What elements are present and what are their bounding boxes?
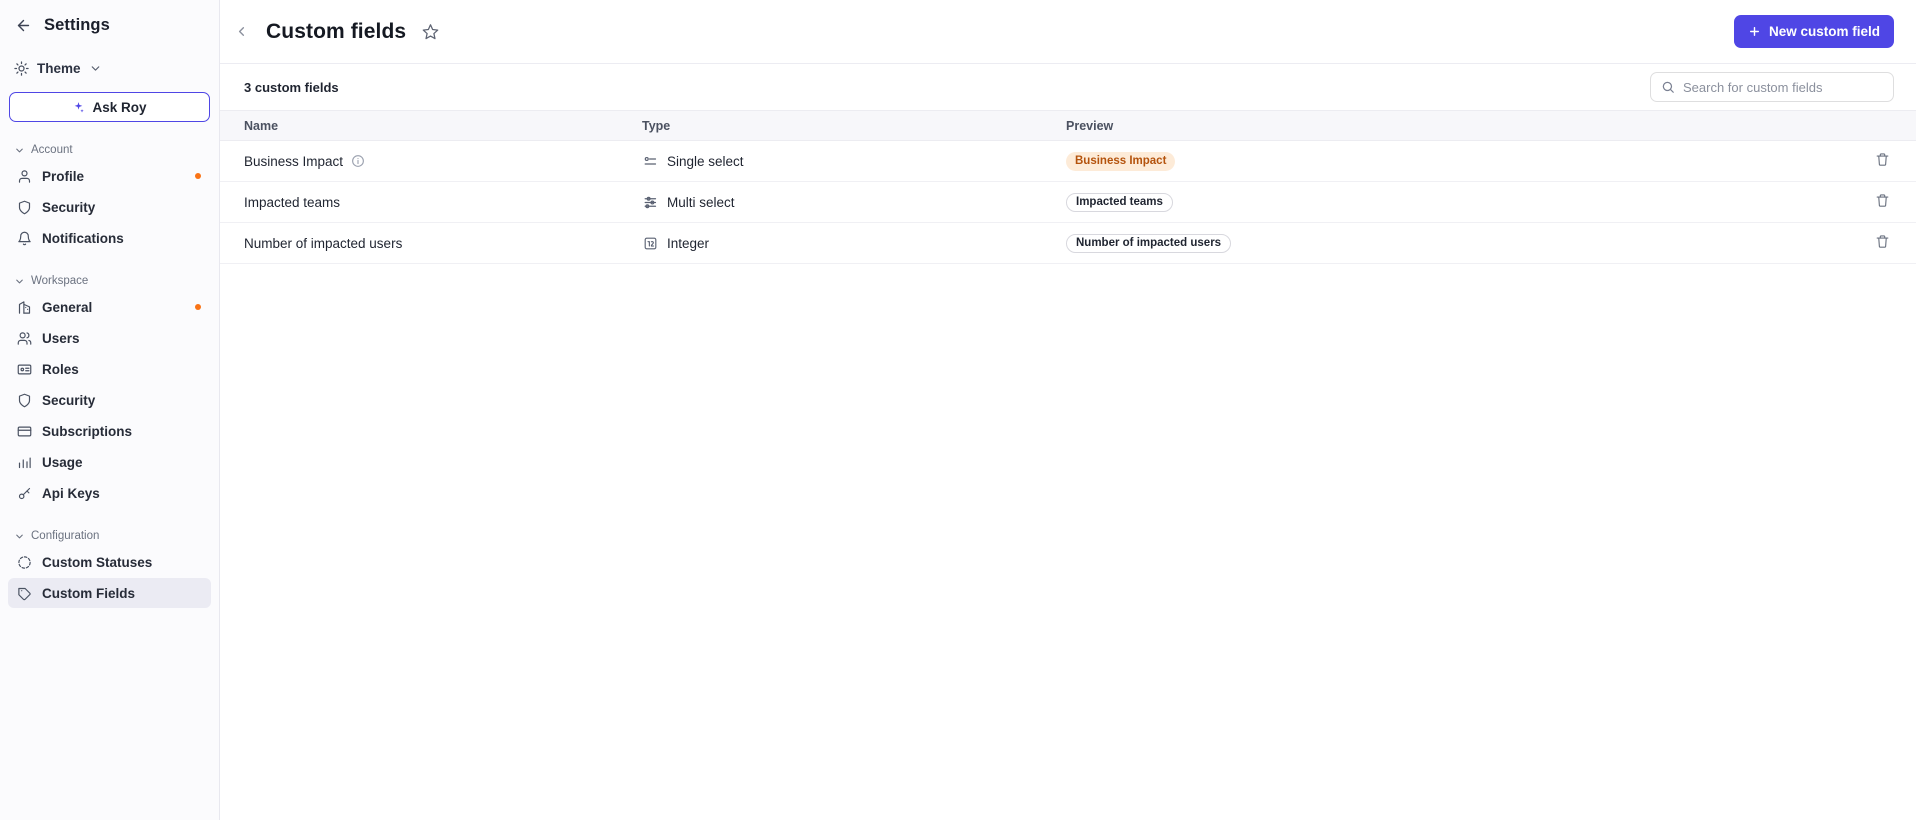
theme-label: Theme — [37, 60, 81, 76]
ask-roy-button[interactable] — [9, 92, 210, 122]
plus-icon — [1748, 25, 1761, 38]
credit-card-icon — [16, 423, 32, 439]
users-icon — [16, 330, 32, 346]
multi-select-icon — [642, 195, 658, 210]
user-icon — [16, 168, 32, 184]
sidebar-group-configuration — [0, 526, 219, 608]
sidebar-group-label: Workspace — [31, 275, 89, 287]
custom-fields-table — [220, 110, 1916, 264]
notification-dot — [195, 304, 201, 310]
building-icon — [16, 299, 32, 315]
name-cell — [244, 236, 618, 251]
page-title-sidebar: Settings — [44, 15, 110, 34]
field-name: Impacted teams — [244, 194, 341, 210]
sidebar-item-custom-fields[interactable] — [8, 578, 211, 608]
integer-icon — [642, 236, 658, 251]
theme-switcher[interactable] — [0, 54, 219, 82]
field-name: Business Impact — [244, 153, 344, 169]
sun-icon — [14, 61, 29, 76]
sidebar-item-profile[interactable] — [8, 161, 211, 191]
id-card-icon — [16, 361, 32, 377]
field-type: Integer — [667, 235, 710, 251]
sidebar-item-general[interactable] — [8, 292, 211, 322]
sidebar-group-header-configuration[interactable] — [0, 526, 219, 546]
sidebar-item-label: Security — [42, 199, 96, 215]
single-select-icon — [642, 154, 658, 169]
sidebar-item-label: Usage — [42, 454, 83, 470]
shield-icon — [16, 199, 32, 215]
column-header-name: Name — [220, 111, 630, 141]
sidebar-header — [0, 0, 219, 50]
sparkle-icon — [72, 101, 85, 114]
custom-fields-count: 3 custom fields — [244, 79, 339, 95]
ask-roy-label: Ask Roy — [92, 99, 147, 115]
trash-icon[interactable] — [1875, 234, 1890, 249]
cell-actions — [1836, 182, 1916, 223]
cell-name — [220, 182, 630, 223]
sidebar-item-label: Security — [42, 392, 96, 408]
sidebar-item-users[interactable] — [8, 323, 211, 353]
sub-bar — [220, 64, 1916, 110]
cell-actions — [1836, 223, 1916, 264]
sidebar-item-notifications[interactable] — [8, 223, 211, 253]
search-box[interactable] — [1650, 72, 1894, 102]
info-icon[interactable] — [351, 154, 365, 168]
table-row[interactable] — [220, 223, 1916, 264]
sidebar-item-security-account[interactable] — [8, 192, 211, 222]
trash-icon[interactable] — [1875, 152, 1890, 167]
sidebar-item-label: Profile — [42, 168, 85, 184]
sidebar-item-subscriptions[interactable] — [8, 416, 211, 446]
trash-icon[interactable] — [1875, 193, 1890, 208]
circle-dashed-icon — [16, 554, 32, 570]
shield-icon — [16, 392, 32, 408]
sidebar-item-security-workspace[interactable] — [8, 385, 211, 415]
key-icon — [16, 485, 32, 501]
new-custom-field-button[interactable] — [1734, 15, 1894, 48]
sidebar-group-label: Account — [31, 144, 73, 156]
sidebar-group-account — [0, 140, 219, 253]
search-icon — [1661, 80, 1675, 94]
name-cell — [244, 195, 618, 210]
sidebar-item-label: Subscriptions — [42, 423, 133, 439]
sidebar-item-label: Notifications — [42, 230, 124, 246]
main-content — [220, 0, 1916, 820]
cell-actions — [1836, 141, 1916, 182]
sidebar-group-header-workspace[interactable] — [0, 271, 219, 291]
table-header — [220, 111, 1916, 141]
sidebar-item-label: Custom Statuses — [42, 554, 153, 570]
sidebar-item-usage[interactable] — [8, 447, 211, 477]
sidebar-item-api-keys[interactable] — [8, 478, 211, 508]
sidebar-item-roles[interactable] — [8, 354, 211, 384]
table-body — [220, 141, 1916, 264]
sidebar-item-label: Api Keys — [42, 485, 100, 501]
arrow-left-icon[interactable] — [14, 16, 32, 34]
field-type: Single select — [667, 153, 744, 169]
name-cell — [244, 154, 618, 169]
sidebar-group-header-account[interactable] — [0, 140, 219, 160]
page-title: Custom fields — [266, 19, 407, 43]
column-header-type: Type — [630, 111, 1054, 141]
sidebar-item-label: Users — [42, 330, 80, 346]
sidebar-group-label: Configuration — [31, 530, 100, 542]
chevron-down-icon — [14, 145, 25, 156]
table-row[interactable] — [220, 141, 1916, 182]
new-custom-field-label: New custom field — [1768, 24, 1880, 39]
chevron-down-icon — [89, 62, 102, 75]
bar-chart-icon — [16, 454, 32, 470]
cell-preview — [1054, 141, 1836, 182]
table-header-row — [220, 111, 1916, 141]
sidebar-item-label: General — [42, 299, 93, 315]
field-type: Multi select — [667, 194, 735, 210]
cell-name — [220, 223, 630, 264]
column-header-preview: Preview — [1054, 111, 1836, 141]
notification-dot — [195, 173, 201, 179]
cell-preview — [1054, 182, 1836, 223]
bell-icon — [16, 230, 32, 246]
preview-pill: Number of impacted users — [1066, 234, 1231, 253]
type-cell — [642, 154, 1042, 169]
top-bar — [220, 0, 1916, 64]
cell-type — [630, 141, 1054, 182]
sidebar-item-label: Roles — [42, 361, 79, 377]
cell-type — [630, 223, 1054, 264]
cell-preview — [1054, 223, 1836, 264]
type-cell — [642, 195, 1042, 210]
chevron-left-icon[interactable] — [230, 21, 252, 43]
type-cell — [642, 236, 1042, 251]
table-row[interactable] — [220, 182, 1916, 223]
sidebar-item-label: Custom Fields — [42, 585, 136, 601]
chevron-down-icon — [14, 531, 25, 542]
settings-sidebar — [0, 0, 220, 820]
cell-name — [220, 141, 630, 182]
field-name: Number of impacted users — [244, 235, 403, 251]
star-icon[interactable] — [422, 23, 439, 40]
search-input[interactable] — [1683, 80, 1883, 95]
preview-pill: Impacted teams — [1066, 193, 1173, 212]
cell-type — [630, 182, 1054, 223]
tag-icon — [16, 585, 32, 601]
sidebar-item-custom-statuses[interactable] — [8, 547, 211, 577]
preview-pill: Business Impact — [1066, 152, 1175, 171]
sidebar-group-workspace — [0, 271, 219, 508]
column-header-actions — [1836, 111, 1916, 141]
chevron-down-icon — [14, 276, 25, 287]
